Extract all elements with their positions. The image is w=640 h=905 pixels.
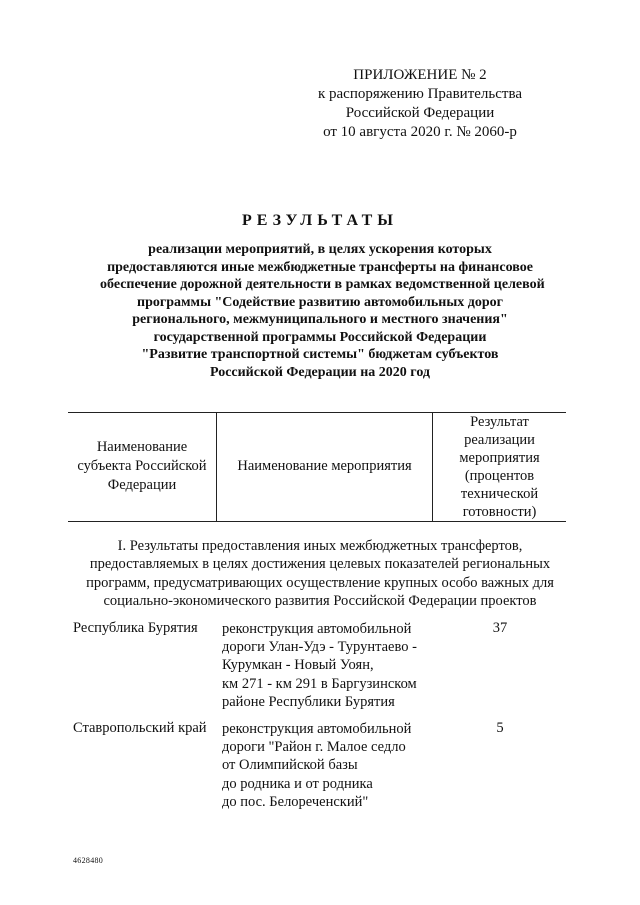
subtitle-line: "Развитие транспортной системы" бюджетам субъектов bbox=[141, 347, 499, 362]
action-line: дороги Улан-Удэ - Турунтаево - bbox=[222, 639, 417, 656]
document-subtitle bbox=[100, 241, 545, 381]
header-line: субъекта Российской bbox=[77, 458, 207, 474]
action-line: дороги "Район г. Малое седло bbox=[222, 739, 406, 756]
row-result-value: 37 bbox=[492, 620, 508, 636]
header-line: (процентов bbox=[464, 467, 535, 484]
appendix-block bbox=[290, 66, 550, 142]
appendix-government: Российской Федерации bbox=[345, 105, 495, 121]
header-line: Результат bbox=[470, 413, 529, 430]
action-line: районе Республики Бурятия bbox=[222, 693, 395, 710]
subtitle-line: Российской Федерации на 2020 год bbox=[209, 364, 430, 380]
header-line: реализации bbox=[464, 431, 535, 448]
header-line: Федерации bbox=[107, 477, 177, 493]
header-result bbox=[433, 412, 566, 521]
action-line: км 271 - км 291 в Баргузинском bbox=[222, 675, 417, 692]
row-action-name bbox=[222, 620, 417, 711]
section-heading bbox=[60, 537, 580, 610]
table-header-bottom-border bbox=[68, 521, 566, 522]
action-line: реконструкция автомобильной bbox=[222, 621, 412, 637]
action-line: до пос. Белореченский" bbox=[222, 793, 369, 810]
section-line: программ, предусматривающих осуществление крупных особо важных для bbox=[86, 574, 554, 591]
subtitle-line: программы "Содействие развитию автомобильных дорог bbox=[137, 294, 503, 310]
row-action-name bbox=[222, 720, 411, 811]
header-line: мероприятия bbox=[459, 449, 540, 466]
header-region-name bbox=[68, 412, 216, 521]
header-line: технической bbox=[460, 485, 539, 502]
header-line: Наименование мероприятия bbox=[237, 458, 412, 474]
row-region-name: Республика Бурятия bbox=[73, 620, 198, 636]
row-result-value: 5 bbox=[496, 720, 504, 736]
action-line: от Олимпийской базы bbox=[222, 757, 358, 774]
subtitle-line: обеспечение дорожной деятельности в рамках ведомственной целевой bbox=[100, 277, 545, 292]
header-action-name bbox=[217, 412, 432, 521]
section-line: социально-экономического развития Российской Федерации проектов bbox=[103, 592, 537, 609]
action-line: Курумкан - Новый Уоян, bbox=[222, 657, 374, 674]
section-line: предоставляемых в целях достижения целевых показателей региональных bbox=[89, 556, 551, 573]
subtitle-line: предоставляются иные межбюджетные трансферты на финансовое bbox=[107, 259, 533, 275]
subtitle-line: государственной программы Российской Федерации bbox=[153, 329, 487, 345]
section-line: I. Результаты предоставления иных межбюджетных трансфертов, bbox=[117, 538, 523, 554]
document-number: 4628480 bbox=[73, 856, 104, 865]
appendix-decree-ref: к распоряжению Правительства bbox=[317, 86, 522, 102]
action-line: до родника и от родника bbox=[222, 775, 373, 792]
header-line: готовности) bbox=[462, 503, 537, 520]
action-line: реконструкция автомобильной bbox=[222, 721, 412, 737]
appendix-number: ПРИЛОЖЕНИЕ № 2 bbox=[353, 67, 487, 83]
page-title: РЕЗУЛЬТАТЫ bbox=[241, 212, 399, 229]
subtitle-line: реализации мероприятий, в целях ускорения которых bbox=[148, 242, 492, 257]
subtitle-line: регионального, межмуниципального и местного значения" bbox=[132, 312, 508, 327]
row-region-name: Ставропольский край bbox=[73, 720, 207, 736]
header-line: Наименование bbox=[96, 439, 188, 455]
appendix-date: от 10 августа 2020 г. № 2060-р bbox=[323, 124, 517, 140]
